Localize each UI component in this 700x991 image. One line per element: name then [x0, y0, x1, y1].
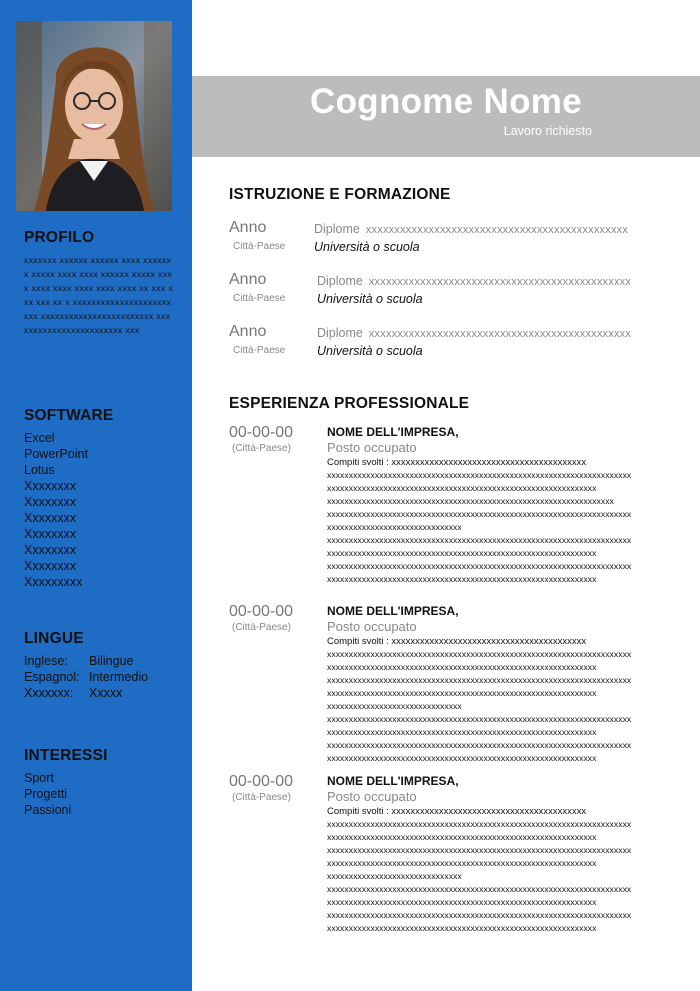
education-entry	[229, 323, 669, 367]
candidate-name: Cognome Nome	[310, 82, 582, 121]
description-line: xxxxxxxxxxxxxxxxxxxxxxxxxxxxxxx	[327, 522, 462, 532]
experience-date: 00-00-00	[229, 603, 294, 620]
description-line: xxxxxxxxxxxxxxxxxxxxxxxxxxxxxxxxxxxxxxxxxxxxxxxxxxxxxxxxxxxxxxxxxxxxxx	[327, 714, 632, 724]
software-item: PowerPoint	[24, 447, 88, 461]
description-line: xxxxxxxxxxxxxxxxxxxxxxxxxxxxxxx	[327, 871, 462, 881]
profile-photo	[16, 21, 172, 211]
language-row	[24, 685, 174, 701]
tasks-description	[327, 818, 657, 935]
education-school: Università o scuola	[317, 292, 423, 306]
software-section	[24, 407, 174, 590]
software-item: Lotus	[24, 463, 55, 477]
languages-list	[24, 653, 174, 701]
diploma-label: Diplome	[317, 326, 363, 340]
profile-section	[24, 229, 174, 337]
experience-city: (Città-Paese)	[232, 792, 291, 803]
education-diploma	[314, 222, 628, 236]
description-line: xxxxxxxxxxxxxxxxxxxxxxxxxxxxxxxxxxxxxxxxxxxxxxxxxxxxxxxxxxxxxx	[327, 753, 597, 763]
education-year: Anno	[229, 271, 267, 288]
diploma-label: Diplome	[314, 222, 360, 236]
software-list	[24, 430, 174, 590]
description-line: xxxxxxxxxxxxxxxxxxxxxxxxxxxxxxxxxxxxxxxxxxxxxxxxxxxxxxxxxxxxxxxxxxxxxx	[327, 649, 632, 659]
software-item: Xxxxxxxxx	[24, 575, 83, 589]
software-item: Xxxxxxxx	[24, 495, 77, 509]
education-diploma	[317, 274, 631, 288]
tasks-line: Compiti svolti : xxxxxxxxxxxxxxxxxxxxxxxxxxxxxxxxxxxxxxxxx	[327, 636, 587, 647]
profile-text: xxxxxxx xxxxxx xxxxxx xxxx xxxxxxx xxxxx xxxx xxxx xxxxxx xxxxx xxxx xxxx xxxx xxxx xxxx xxxx xx xxx xxx xxx xx x xxxxxxxxxxxxxxxxxxxxxxxx xxxxxxxxxxxxxxxxxxxxxxxx xxxxxxxxxxxxxxxxxxxxxxxx xxx	[24, 255, 174, 335]
language-name: Espagnol:	[24, 670, 80, 684]
description-line: xxxxxxxxxxxxxxxxxxxxxxxxxxxxxxxxxxxxxxxxxxxxxxxxxxxxxxxxxxxxxx	[327, 727, 597, 737]
education-heading: ISTRUZIONE E FORMAZIONE	[229, 186, 451, 203]
description-line: xxxxxxxxxxxxxxxxxxxxxxxxxxxxxxxxxxxxxxxxxxxxxxxxxxxxxxxxxxxxxx	[327, 548, 597, 558]
experience-date: 00-00-00	[229, 424, 294, 441]
language-name: Xxxxxxx:	[24, 686, 74, 700]
experience-heading: ESPERIENZA PROFESSIONALE	[229, 395, 470, 412]
language-row	[24, 669, 174, 685]
education-entry	[229, 219, 669, 263]
software-heading: SOFTWARE	[24, 407, 114, 424]
interests-heading: INTERESSI	[24, 747, 108, 764]
company-name: NOME DELL'IMPRESA,	[327, 425, 459, 439]
experience-city: (Città-Paese)	[232, 443, 291, 454]
interest-item: Passioni	[24, 803, 72, 817]
education-city: Città-Paese	[233, 241, 286, 252]
profile-heading: PROFILO	[24, 229, 95, 246]
description-line: xxxxxxxxxxxxxxxxxxxxxxxxxxxxxxxxxxxxxxxxxxxxxxxxxxxxxxxxxxxxxxxxxxxxxx	[327, 561, 632, 571]
education-diploma	[317, 326, 631, 340]
description-line: xxxxxxxxxxxxxxxxxxxxxxxxxxxxxxxxxxxxxxxxxxxxxxxxxxxxxxxxxxxxxxxxxxxxxx	[327, 535, 632, 545]
description-line: xxxxxxxxxxxxxxxxxxxxxxxxxxxxxxxxxxxxxxxxxxxxxxxxxxxxxxxxxxxxxx	[327, 832, 597, 842]
diploma-label: Diplome	[317, 274, 363, 288]
tasks-line: Compiti svolti : xxxxxxxxxxxxxxxxxxxxxxxxxxxxxxxxxxxxxxxxx	[327, 457, 587, 468]
description-line: xxxxxxxxxxxxxxxxxxxxxxxxxxxxxxxxxxxxxxxxxxxxxxxxxxxxxxxxxxxxxxxxxx	[327, 496, 614, 506]
description-line: xxxxxxxxxxxxxxxxxxxxxxxxxxxxxxx	[327, 701, 462, 711]
description-line: xxxxxxxxxxxxxxxxxxxxxxxxxxxxxxxxxxxxxxxxxxxxxxxxxxxxxxxxxxxxxxxxxxxxxx	[327, 470, 632, 480]
education-city: Città-Paese	[233, 293, 286, 304]
language-level: Xxxxx	[89, 686, 123, 700]
description-line: xxxxxxxxxxxxxxxxxxxxxxxxxxxxxxxxxxxxxxxxxxxxxxxxxxxxxxxxxxxxxxxxxxxxxx	[327, 910, 632, 920]
description-line: xxxxxxxxxxxxxxxxxxxxxxxxxxxxxxxxxxxxxxxxxxxxxxxxxxxxxxxxxxxxxxxxxxxxxx	[327, 509, 632, 519]
software-item: Xxxxxxxx	[24, 511, 77, 525]
experience-city: (Città-Paese)	[232, 622, 291, 633]
description-line: xxxxxxxxxxxxxxxxxxxxxxxxxxxxxxxxxxxxxxxxxxxxxxxxxxxxxxxxxxxxxxxxxxxxxx	[327, 884, 632, 894]
description-line: xxxxxxxxxxxxxxxxxxxxxxxxxxxxxxxxxxxxxxxxxxxxxxxxxxxxxxxxxxxxxxxxxxxxxx	[327, 845, 632, 855]
education-school: Università o scuola	[317, 344, 423, 358]
experience-date: 00-00-00	[229, 773, 294, 790]
education-school: Università o scuola	[314, 240, 420, 254]
diploma-text: xxxxxxxxxxxxxxxxxxxxxxxxxxxxxxxxxxxxxxxxxxxxxx	[365, 224, 629, 236]
tasks-line: Compiti svolti : xxxxxxxxxxxxxxxxxxxxxxxxxxxxxxxxxxxxxxxxx	[327, 806, 587, 817]
description-line: xxxxxxxxxxxxxxxxxxxxxxxxxxxxxxxxxxxxxxxxxxxxxxxxxxxxxxxxxxxxxxxxxxxxxx	[327, 675, 632, 685]
description-line: xxxxxxxxxxxxxxxxxxxxxxxxxxxxxxxxxxxxxxxxxxxxxxxxxxxxxxxxxxxxxxxxxxxxxx	[327, 819, 632, 829]
interests-list	[24, 770, 174, 818]
diploma-text: xxxxxxxxxxxxxxxxxxxxxxxxxxxxxxxxxxxxxxxxxxxxxx	[368, 328, 632, 340]
description-line: xxxxxxxxxxxxxxxxxxxxxxxxxxxxxxxxxxxxxxxxxxxxxxxxxxxxxxxxxxxxxx	[327, 662, 597, 672]
language-row	[24, 653, 174, 669]
diploma-text: xxxxxxxxxxxxxxxxxxxxxxxxxxxxxxxxxxxxxxxxxxxxxx	[368, 276, 632, 288]
company-name: NOME DELL'IMPRESA,	[327, 604, 459, 618]
languages-section	[24, 630, 174, 701]
tasks-description	[327, 469, 657, 586]
interest-item: Sport	[24, 771, 54, 785]
description-line: xxxxxxxxxxxxxxxxxxxxxxxxxxxxxxxxxxxxxxxxxxxxxxxxxxxxxxxxxxxxxx	[327, 688, 597, 698]
interest-item: Progetti	[24, 787, 68, 801]
language-level: Intermedio	[89, 670, 149, 684]
language-level: Bilingue	[89, 654, 134, 668]
description-line: xxxxxxxxxxxxxxxxxxxxxxxxxxxxxxxxxxxxxxxxxxxxxxxxxxxxxxxxxxxxxxxxxxxxxx	[327, 740, 632, 750]
position-title: Posto occupato	[327, 619, 417, 634]
description-line: xxxxxxxxxxxxxxxxxxxxxxxxxxxxxxxxxxxxxxxxxxxxxxxxxxxxxxxxxxxxxx	[327, 483, 597, 493]
software-item: Xxxxxxxx	[24, 559, 77, 573]
description-line: xxxxxxxxxxxxxxxxxxxxxxxxxxxxxxxxxxxxxxxxxxxxxxxxxxxxxxxxxxxxxx	[327, 858, 597, 868]
software-item: Xxxxxxxx	[24, 527, 77, 541]
software-item: Xxxxxxxx	[24, 543, 77, 557]
education-year: Anno	[229, 323, 267, 340]
education-city: Città-Paese	[233, 345, 286, 356]
description-line: xxxxxxxxxxxxxxxxxxxxxxxxxxxxxxxxxxxxxxxxxxxxxxxxxxxxxxxxxxxxxx	[327, 897, 597, 907]
software-item: Xxxxxxxx	[24, 479, 77, 493]
tasks-description	[327, 648, 657, 765]
languages-heading: LINGUE	[24, 630, 84, 647]
job-title: Lavoro richiesto	[503, 124, 592, 138]
company-name: NOME DELL'IMPRESA,	[327, 774, 459, 788]
language-name: Inglese:	[24, 654, 68, 668]
description-line: xxxxxxxxxxxxxxxxxxxxxxxxxxxxxxxxxxxxxxxxxxxxxxxxxxxxxxxxxxxxxx	[327, 574, 597, 584]
description-line: xxxxxxxxxxxxxxxxxxxxxxxxxxxxxxxxxxxxxxxxxxxxxxxxxxxxxxxxxxxxxx	[327, 923, 597, 933]
software-item: Excel	[24, 431, 55, 445]
interests-section	[24, 747, 174, 818]
education-entry	[229, 271, 669, 315]
position-title: Posto occupato	[327, 440, 417, 455]
education-year: Anno	[229, 219, 267, 236]
position-title: Posto occupato	[327, 789, 417, 804]
